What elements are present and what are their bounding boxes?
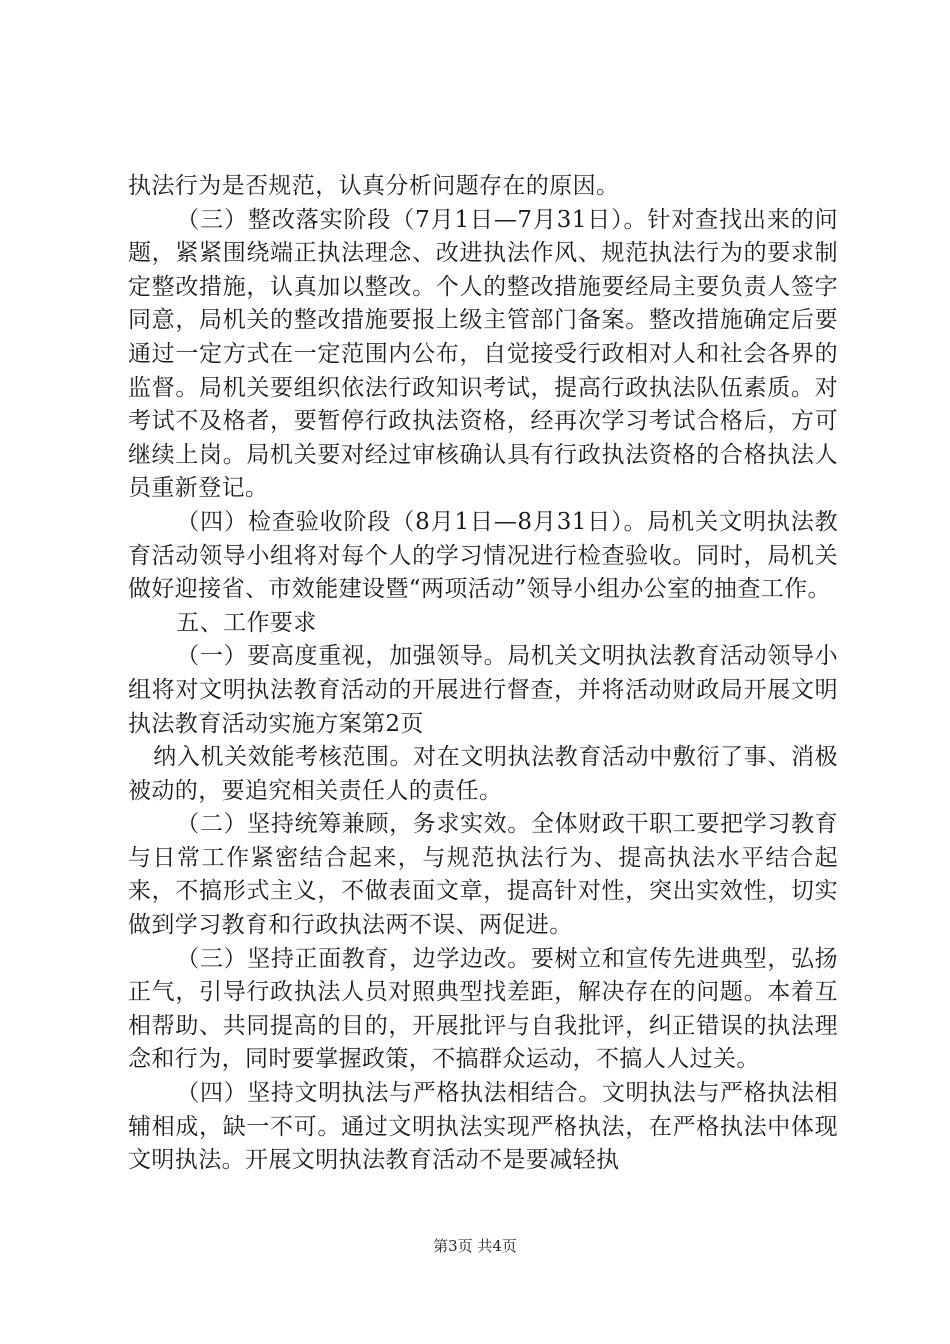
- document-body: [128, 170, 838, 1178]
- paragraph-1: 执法行为是否规范，认真分析问题存在的原因。: [128, 173, 620, 199]
- paragraph-9: （四）坚持文明执法与严格执法相结合。文明执法与严格执法相辅相成，缺一不可。通过文明执法实现严格执法，在严格执法中体现文明执法。开展文明执法教育活动不是要减轻执: [128, 1080, 838, 1174]
- paragraph-2: （三）整改落实阶段（7月1日—7月31日）。针对查找出来的问题，紧紧围绕端正执法理念、改进执法作风、规范执法行为的要求制定整改措施，认真加以整改。个人的整改措施要经局主要负责人签字同意，局机关的整改措施要报上级主管部门备案。整改措施确定后要通过一定方式在一定范围内公布，自觉接受行政相对人和社会各界的监督。局机关要组织依法行政知识考试，提高行政执法队伍素质。对考试不及格者，要暂停行政执法资格，经再次学习考试合格后，方可继续上岗。局机关要对经过审核确认具有行政执法资格的合格执法人员重新登记。: [128, 206, 838, 502]
- paragraph-3: （四）检查验收阶段（8月1日—8月31日）。局机关文明执法教育活动领导小组将对每个人的学习情况进行检查验收。同时，局机关做好迎接省、市效能建设暨“两项活动”领导小组办公室的抽查工作。: [128, 508, 838, 603]
- paragraph-6: 纳入机关效能考核范围。对在文明执法教育活动中敷衍了事、消极被动的，要追究相关责任人的责任。: [128, 744, 838, 804]
- paragraph-7: （二）坚持统筹兼顾，务求实效。全体财政干职工要把学习教育与日常工作紧密结合起来，与规范执法行为、提高执法水平结合起来，不搞形式主义，不做表面文章，提高针对性，突出实效性，切实做到学习教育和行政执法两不误、两促进。: [128, 811, 838, 939]
- page-footer: [0, 1236, 950, 1256]
- page-number-label: 第3页 共4页: [433, 1237, 517, 1255]
- paragraph-8: （三）坚持正面教育，边学边改。要树立和宣传先进典型，弘扬正气，引导行政执法人员对照典型找差距，解决存在的问题。本着互相帮助、共同提高的目的，开展批评与自我批评，纠正错误的执法理念和行为，同时要掌握政策，不搞群众运动，不搞人人过关。: [128, 945, 838, 1073]
- paragraph-5: （一）要高度重视，加强领导。局机关文明执法教育活动领导小组将对文明执法教育活动的开展进行督查，并将活动财政局开展文明执法教育活动实施方案第2页: [128, 643, 838, 737]
- section-heading: 五、工作要求: [176, 609, 317, 636]
